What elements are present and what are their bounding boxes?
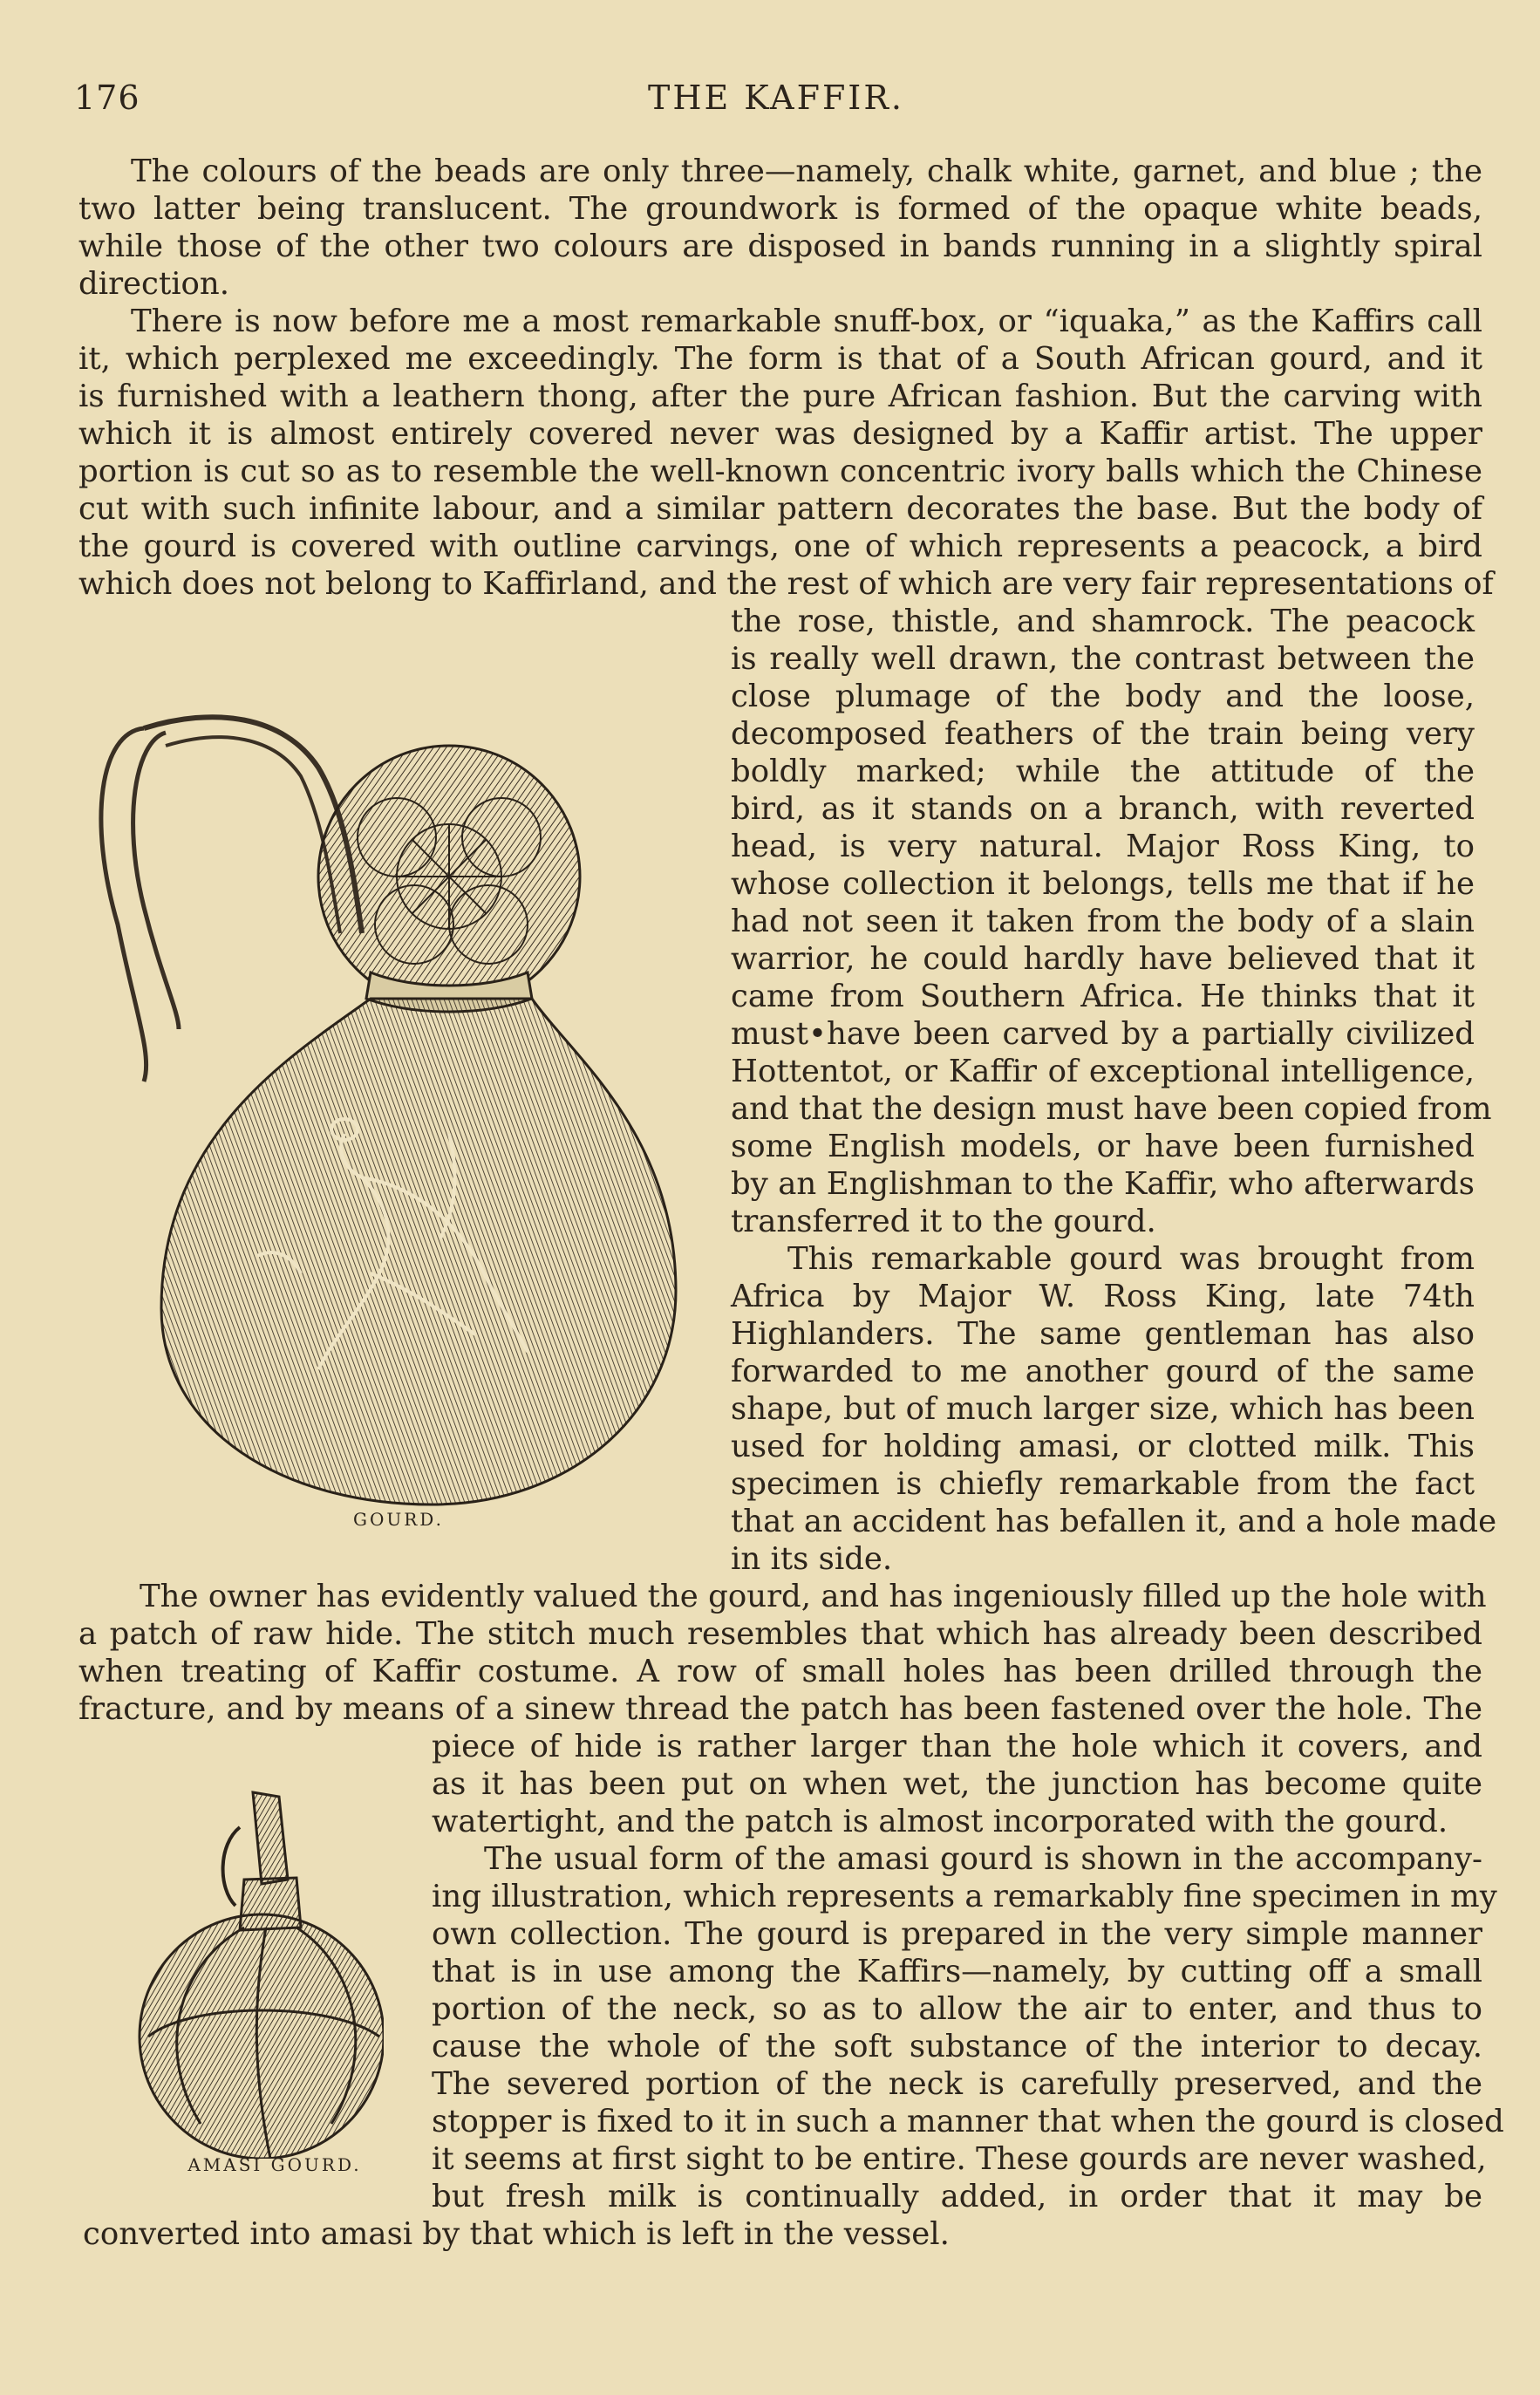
text-line: Highlanders. The same gentleman has also [731, 1316, 1475, 1352]
text-line: The colours of the beads are only three—namely, chalk white, garnet, and blue ; the [131, 154, 1482, 189]
text-line: There is now before me a most remarkable snuff-box, or “iquaka,” as the Kaffirs call [131, 304, 1482, 339]
text-line: boldly marked; while the attitude of the [731, 754, 1475, 789]
running-title: THE KAFFIR. [647, 78, 905, 117]
text-line: forwarded to me another gourd of the same [731, 1354, 1475, 1389]
text-line: portion of the neck, so as to allow the air to enter, and thus to [432, 1991, 1482, 2027]
gourd-caption: GOURD. [353, 1509, 444, 1530]
text-line: decomposed feathers of the train being very [731, 716, 1475, 752]
text-line: in its side. [731, 1541, 893, 1577]
text-line: Hottentot, or Kaffir of exceptional intelligence, [731, 1054, 1475, 1089]
text-line: by an Englishman to the Kaffir, who afterwards [731, 1166, 1475, 1202]
page-number: 176 [74, 78, 140, 117]
text-line: is furnished with a leathern thong, after the pure African fashion. But the carving with [78, 379, 1482, 414]
text-line: must•have been carved by a partially civilized [731, 1016, 1475, 1052]
text-line: shape, but of much larger size, which has been [731, 1391, 1475, 1427]
text-line: but fresh milk is continually added, in order that it may be [432, 2179, 1482, 2214]
text-line: piece of hide is rather larger than the hole which it covers, and [432, 1729, 1482, 1764]
text-line: as it has been put on when wet, the junction has become quite [432, 1766, 1482, 1802]
text-line: converted into amasi by that which is left in the vessel. [83, 2216, 950, 2252]
text-line: had not seen it taken from the body of a slain [731, 904, 1475, 939]
text-line: ing illustration, which represents a remarkably fine specimen in my [432, 1879, 1497, 1914]
text-line: watertight, and the patch is almost incorporated with the gourd. [432, 1804, 1448, 1839]
gourd-illustration [83, 645, 685, 1509]
text-line: The owner has evidently valued the gourd, and has ingeniously filled up the hole with [140, 1579, 1487, 1614]
text-line: a patch of raw hide. The stitch much resembles that which has already been described [78, 1616, 1482, 1652]
text-line: close plumage of the body and the loose, [731, 679, 1475, 714]
text-line: cause the whole of the soft substance of the interior to decay. [432, 2029, 1482, 2064]
text-line: own collection. The gourd is prepared in the very simple manner [432, 1916, 1482, 1952]
text-line: which does not belong to Kaffirland, and the rest of which are very fair representations of [78, 566, 1494, 602]
text-line: The severed portion of the neck is carefully preserved, and the [432, 2066, 1482, 2102]
text-line: and that the design must have been copied from [731, 1091, 1492, 1127]
text-line: warrior, he could hardly have believed that it [731, 941, 1475, 977]
text-line: came from Southern Africa. He thinks that it [731, 979, 1475, 1014]
text-line: that is in use among the Kaffirs—namely, by cutting off a small [432, 1954, 1482, 1989]
amasi-gourd-caption: AMASI GOURD. [187, 2154, 362, 2175]
text-line: that an accident has befallen it, and a hole made [731, 1504, 1497, 1539]
text-line: whose collection it belongs, tells me that if he [731, 866, 1475, 902]
text-line: cut with such infinite labour, and a similar pattern decorates the base. But the body of [78, 491, 1482, 527]
text-line: The usual form of the amasi gourd is shown in the accompany- [484, 1841, 1482, 1877]
text-line: direction. [78, 266, 230, 302]
text-line: specimen is chiefly remarkable from the fact [731, 1466, 1475, 1502]
text-line: some English models, or have been furnished [731, 1129, 1475, 1164]
text-line: it seems at first sight to be entire. These gourds are never washed, [432, 2141, 1487, 2177]
text-line: the rose, thistle, and shamrock. The peacock [731, 604, 1475, 639]
text-line: the gourd is covered with outline carvings, one of which represents a peacock, a bird [78, 529, 1482, 564]
text-line: Africa by Major W. Ross King, late 74th [731, 1279, 1475, 1314]
text-line: bird, as it stands on a branch, with reverted [731, 791, 1475, 827]
text-line: it, which perplexed me exceedingly. The form is that of a South African gourd, and it [78, 341, 1482, 377]
text-line: stopper is fixed to it in such a manner that when the gourd is closed [432, 2104, 1504, 2139]
text-line: is really well drawn, the contrast between the [731, 641, 1475, 677]
text-line: when treating of Kaffir costume. A row of small holes has been drilled through the [78, 1654, 1482, 1689]
text-line: head, is very natural. Major Ross King, to [731, 829, 1475, 864]
text-line: two latter being translucent. The groundwork is formed of the opaque white beads, [78, 191, 1482, 227]
text-line: used for holding amasi, or clotted milk. This [731, 1429, 1475, 1464]
text-line: while those of the other two colours are disposed in bands running in a slightly spiral [78, 229, 1482, 264]
text-line: transferred it to the gourd. [731, 1204, 1156, 1239]
page-header [74, 78, 1478, 122]
amasi-gourd-illustration [122, 1775, 384, 2159]
text-line: fracture, and by means of a sinew thread the patch has been fastened over the hole. The [78, 1691, 1482, 1727]
text-line: which it is almost entirely covered never was designed by a Kaffir artist. The upper [78, 416, 1482, 452]
text-line: portion is cut so as to resemble the well-known concentric ivory balls which the Chinese [78, 454, 1482, 489]
text-line: This remarkable gourd was brought from [787, 1241, 1475, 1277]
